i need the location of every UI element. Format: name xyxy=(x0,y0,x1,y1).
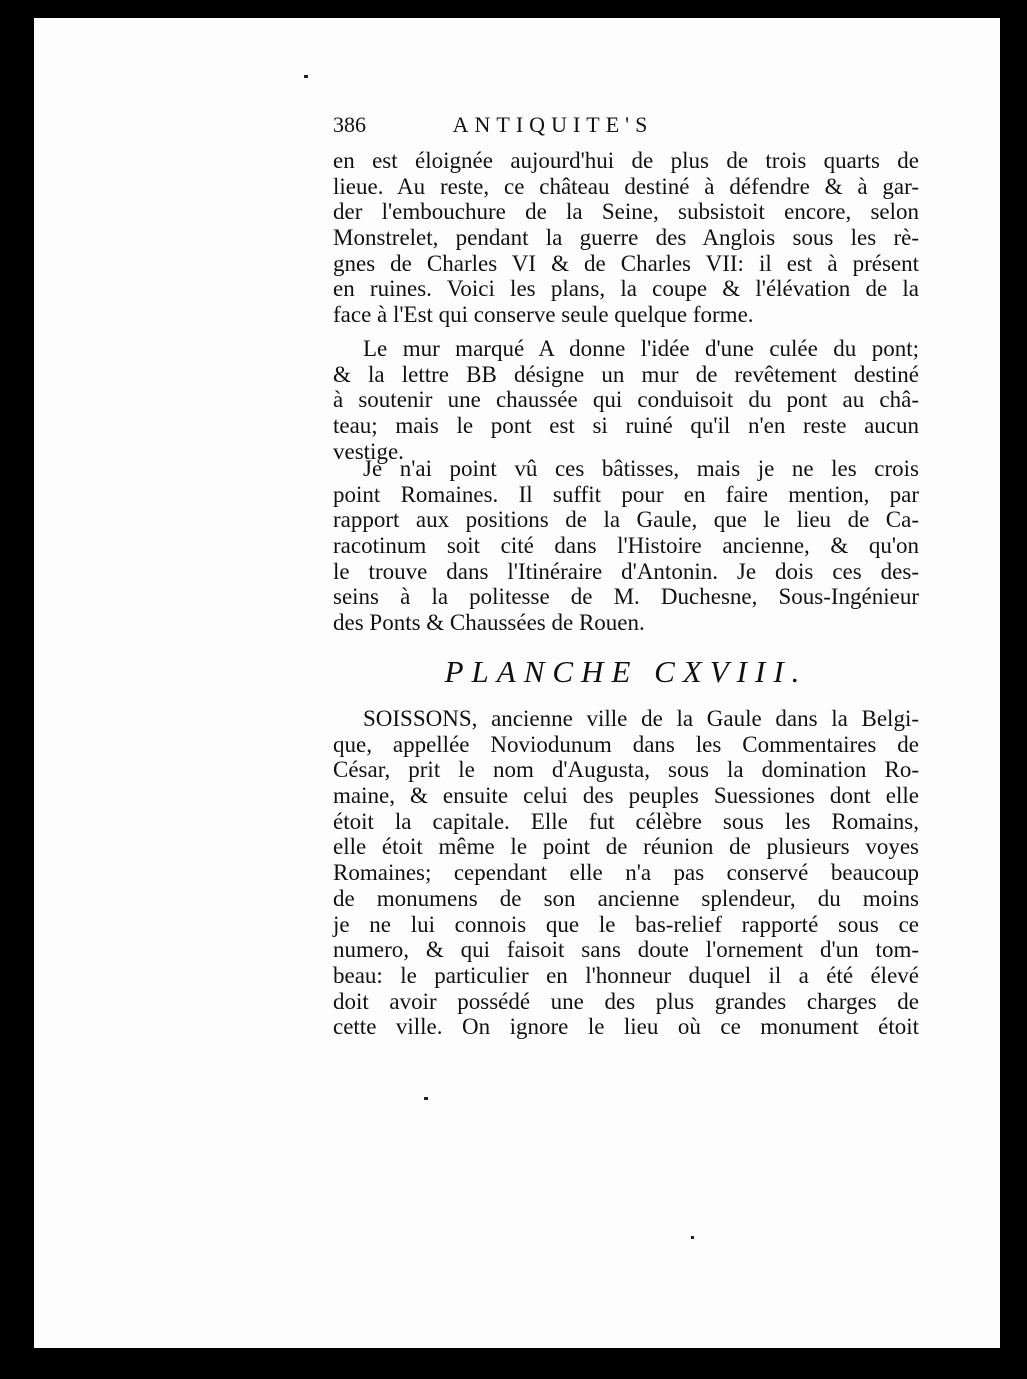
ink-speck xyxy=(304,75,308,78)
ink-speck xyxy=(691,1236,694,1239)
text-line: le trouve dans l'Itinéraire d'Antonin. Je dois ces des- xyxy=(333,558,919,584)
paragraph-1 xyxy=(333,148,919,328)
text-line: Le mur marqué A donne l'idée d'une culée du pont; xyxy=(363,336,919,361)
section-title: PLANCHE CXVIII. xyxy=(444,654,808,689)
text-line: que, appellée Noviodunum dans les Commentaires de xyxy=(333,731,919,757)
text-line: Romaines; cependant elle n'a pas conservé beaucoup xyxy=(333,860,919,886)
text-line: numero, & qui faisoit sans doute l'ornement d'un tom- xyxy=(333,937,919,963)
text-line: SOISSONS, ancienne ville de la Gaule dans la Belgi- xyxy=(363,706,919,731)
text-line: seins à la politesse de M. Duchesne, Sous-Ingénieur xyxy=(333,584,919,610)
text-line: vestige. xyxy=(333,438,404,464)
paragraph-2 xyxy=(333,336,919,464)
paragraph-3 xyxy=(333,456,919,636)
text-line: & la lettre BB désigne un mur de revêtement destiné xyxy=(333,361,919,387)
text-line: gnes de Charles VI & de Charles VII: il est à présent xyxy=(333,250,919,276)
text-line: der l'embouchure de la Seine, subsistoit encore, selon xyxy=(333,199,919,225)
text-line: elle étoit même le point de réunion de plusieurs voyes xyxy=(333,834,919,860)
ink-speck xyxy=(424,1097,428,1100)
text-line: doit avoir possédé une des plus grandes charges de xyxy=(333,988,919,1014)
text-line: cette ville. On ignore le lieu où ce monument étoit xyxy=(333,1014,919,1040)
text-line: de monumens de son ancienne splendeur, du moins xyxy=(333,885,919,911)
text-line: César, prit le nom d'Augusta, sous la domination Ro- xyxy=(333,757,919,783)
text-line: Je n'ai point vû ces bâtisses, mais je ne les crois xyxy=(363,456,919,481)
text-line: des Ponts & Chaussées de Rouen. xyxy=(333,610,645,636)
text-line: beau: le particulier en l'honneur duquel il a été élevé xyxy=(333,962,919,988)
text-line: étoit la capitale. Elle fut célèbre sous les Romains, xyxy=(333,808,919,834)
text-line: teau; mais le pont est si ruiné qu'il n'en reste aucun xyxy=(333,413,919,439)
text-line: à soutenir une chaussée qui conduisoit du pont au châ- xyxy=(333,387,919,413)
text-line: lieue. Au reste, ce château destiné à défendre & à gar- xyxy=(333,173,919,199)
text-line: racotinum soit cité dans l'Histoire ancienne, & qu'on xyxy=(333,533,919,559)
page-header xyxy=(333,112,919,144)
text-line: Monstrelet, pendant la guerre des Anglois sous les rè- xyxy=(333,225,919,251)
text-line: je ne lui connois que le bas-relief rapporté sous ce xyxy=(333,911,919,937)
page-number: 386 xyxy=(333,112,366,137)
text-line: point Romaines. Il suffit pour en faire mention, par xyxy=(333,481,919,507)
text-line: maine, & ensuite celui des peuples Suessiones dont elle xyxy=(333,783,919,809)
text-line: rapport aux positions de la Gaule, que le lieu de Ca- xyxy=(333,507,919,533)
text-line: en est éloignée aujourd'hui de plus de trois quarts de xyxy=(333,148,919,173)
text-line: en ruines. Voici les plans, la coupe & l'élévation de la xyxy=(333,276,919,302)
section-paragraph xyxy=(333,706,919,1040)
running-head: ANTIQUITE'S xyxy=(452,112,654,137)
text-line: face à l'Est qui conserve seule quelque forme. xyxy=(333,302,754,328)
